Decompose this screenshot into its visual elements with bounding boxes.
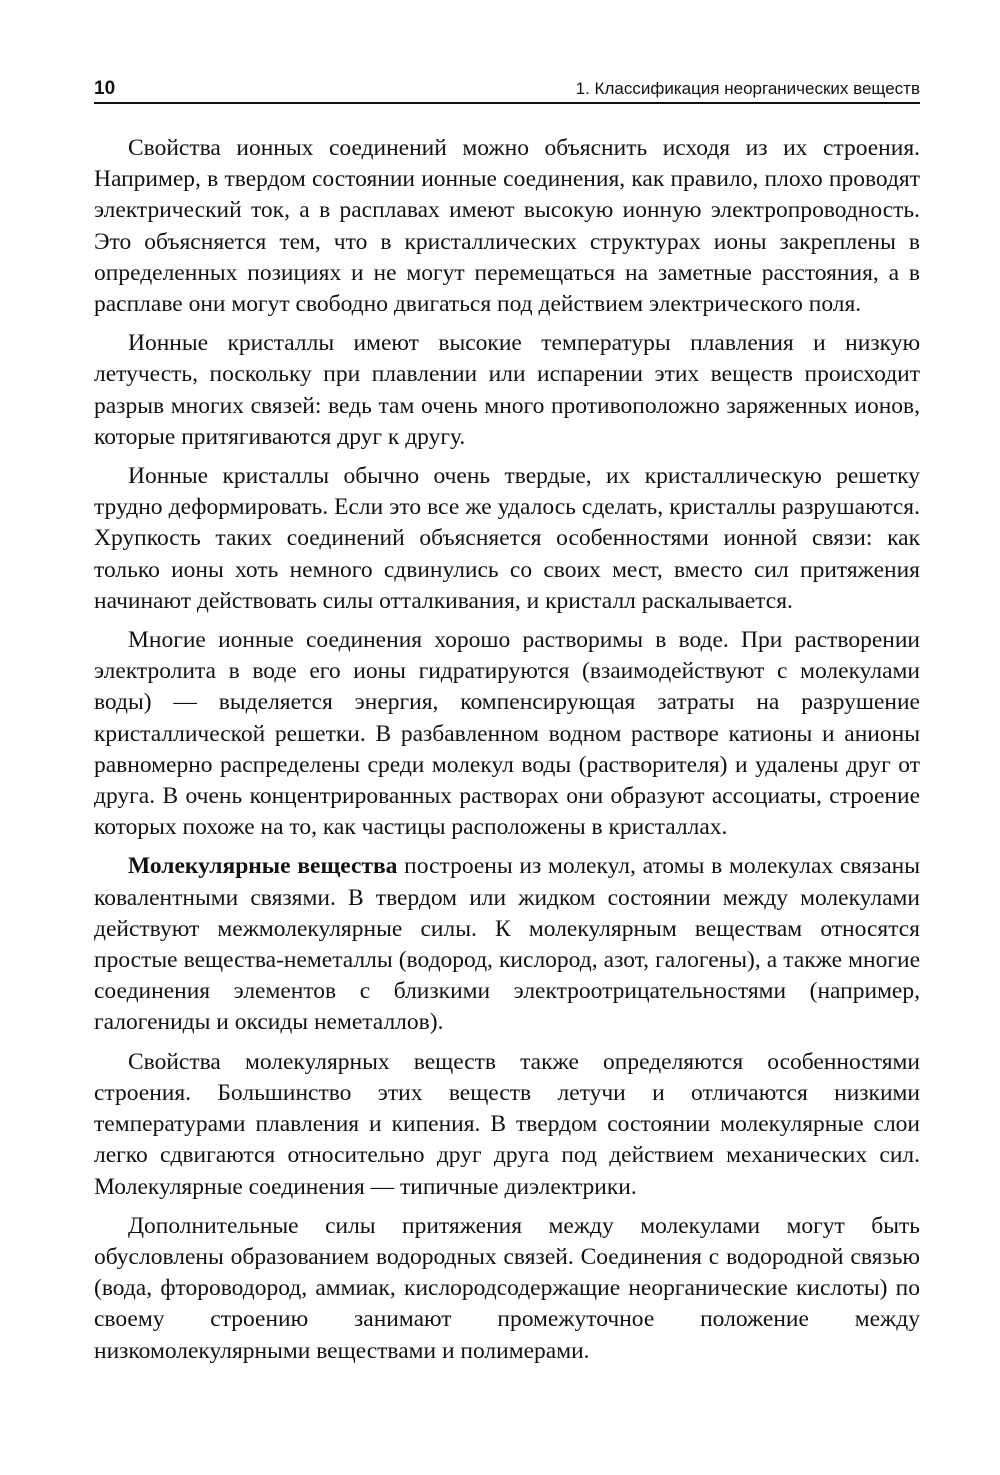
page-number: 10 (94, 78, 116, 99)
paragraph-ionic-melting: Ионные кристаллы имеют высокие температуры плавления и низкую летучесть, поскольку при плавлении или испарении этих веществ происходит разрыв многих связей: ведь там очень много противоположно заряженных ионов, которые притягиваются друг к другу. (94, 330, 920, 450)
paragraph-ionic-solubility: Многие ионные соединения хорошо растворимы в воде. При растворении электролита в воде его ионы гидратируются (взаимодействуют с молекулами воды) — выделяется энергия, компенсирующая затраты на разрушение кристаллической решетки. В разбавленном водном растворе катионы и анионы равномерно распределены среди молекул воды (растворителя) и удалены друг от друга. В очень концентрированных растворах они образуют ассоциаты, строение которых похоже на то, как частицы расположены в кристаллах. (94, 627, 920, 841)
paragraph-hydrogen-bonds: Дополнительные силы притяжения между молекулами могут быть обусловлены образованием водородных связей. Соединения с водородной связью (вода, фтороводород, аммиак, кислородсодержащие неорганические кислоты) по своему строению занимают промежуточное положение между низкомолекулярными веществами и полимерами. (94, 1212, 920, 1364)
running-head: 1. Классификация неорганических веществ (575, 79, 920, 98)
paragraph-molecular-substances (94, 851, 920, 1038)
paragraph-ionic-hardness: Ионные кристаллы обычно очень твердые, их кристаллическую решетку трудно деформировать. Если это все же удалось сделать, кристаллы разрушаются. Хрупкость таких соединений объясняется особенностями ионной связи: как только ионы хоть немного сдвинулись со своих мест, вместо сил притяжения начинают действовать силы отталкивания, и кристалл раскалывается. (94, 463, 920, 614)
paragraph-molecular-properties: Свойства молекулярных веществ также определяются особенностями строения. Большинство этих веществ летучи и отличаются низкими температурами плавления и кипения. В твердом состоянии молекулярные слои легко сдвигаются относительно друг друга под действием механических сил. Молекулярные соединения — типичные диэлектрики. (94, 1048, 920, 1200)
page-header (94, 70, 920, 104)
paragraph-ionic-properties: Свойства ионных соединений можно объяснить исходя из их строения. Например, в твердом состоянии ионные соединения, как правило, плохо проводят электрический ток, а в расплавах имеют высокую ионную электропроводность. Это объясняется тем, что в кристаллических структурах ионы закреплены в определенных позициях и не могут перемещаться на заметные расстояния, а в расплаве они могут свободно двигаться под действием электрического поля. (94, 135, 920, 318)
term-molecular-substances: Молекулярные вещества (128, 853, 398, 880)
body-text (94, 133, 920, 1375)
paragraph-molecular-substances-text: построены из молекул, атомы в молекулах связаны ковалентными связями. В твердом или жидком состоянии между молекулами действуют межмолекулярные силы. К молекулярным веществам относятся простые вещества-неметаллы (водород, кислород, азот, галогены), а также многие соединения элементов с близкими электроотрицательностями (например, галогениды и оксиды неметаллов). (94, 853, 920, 1036)
